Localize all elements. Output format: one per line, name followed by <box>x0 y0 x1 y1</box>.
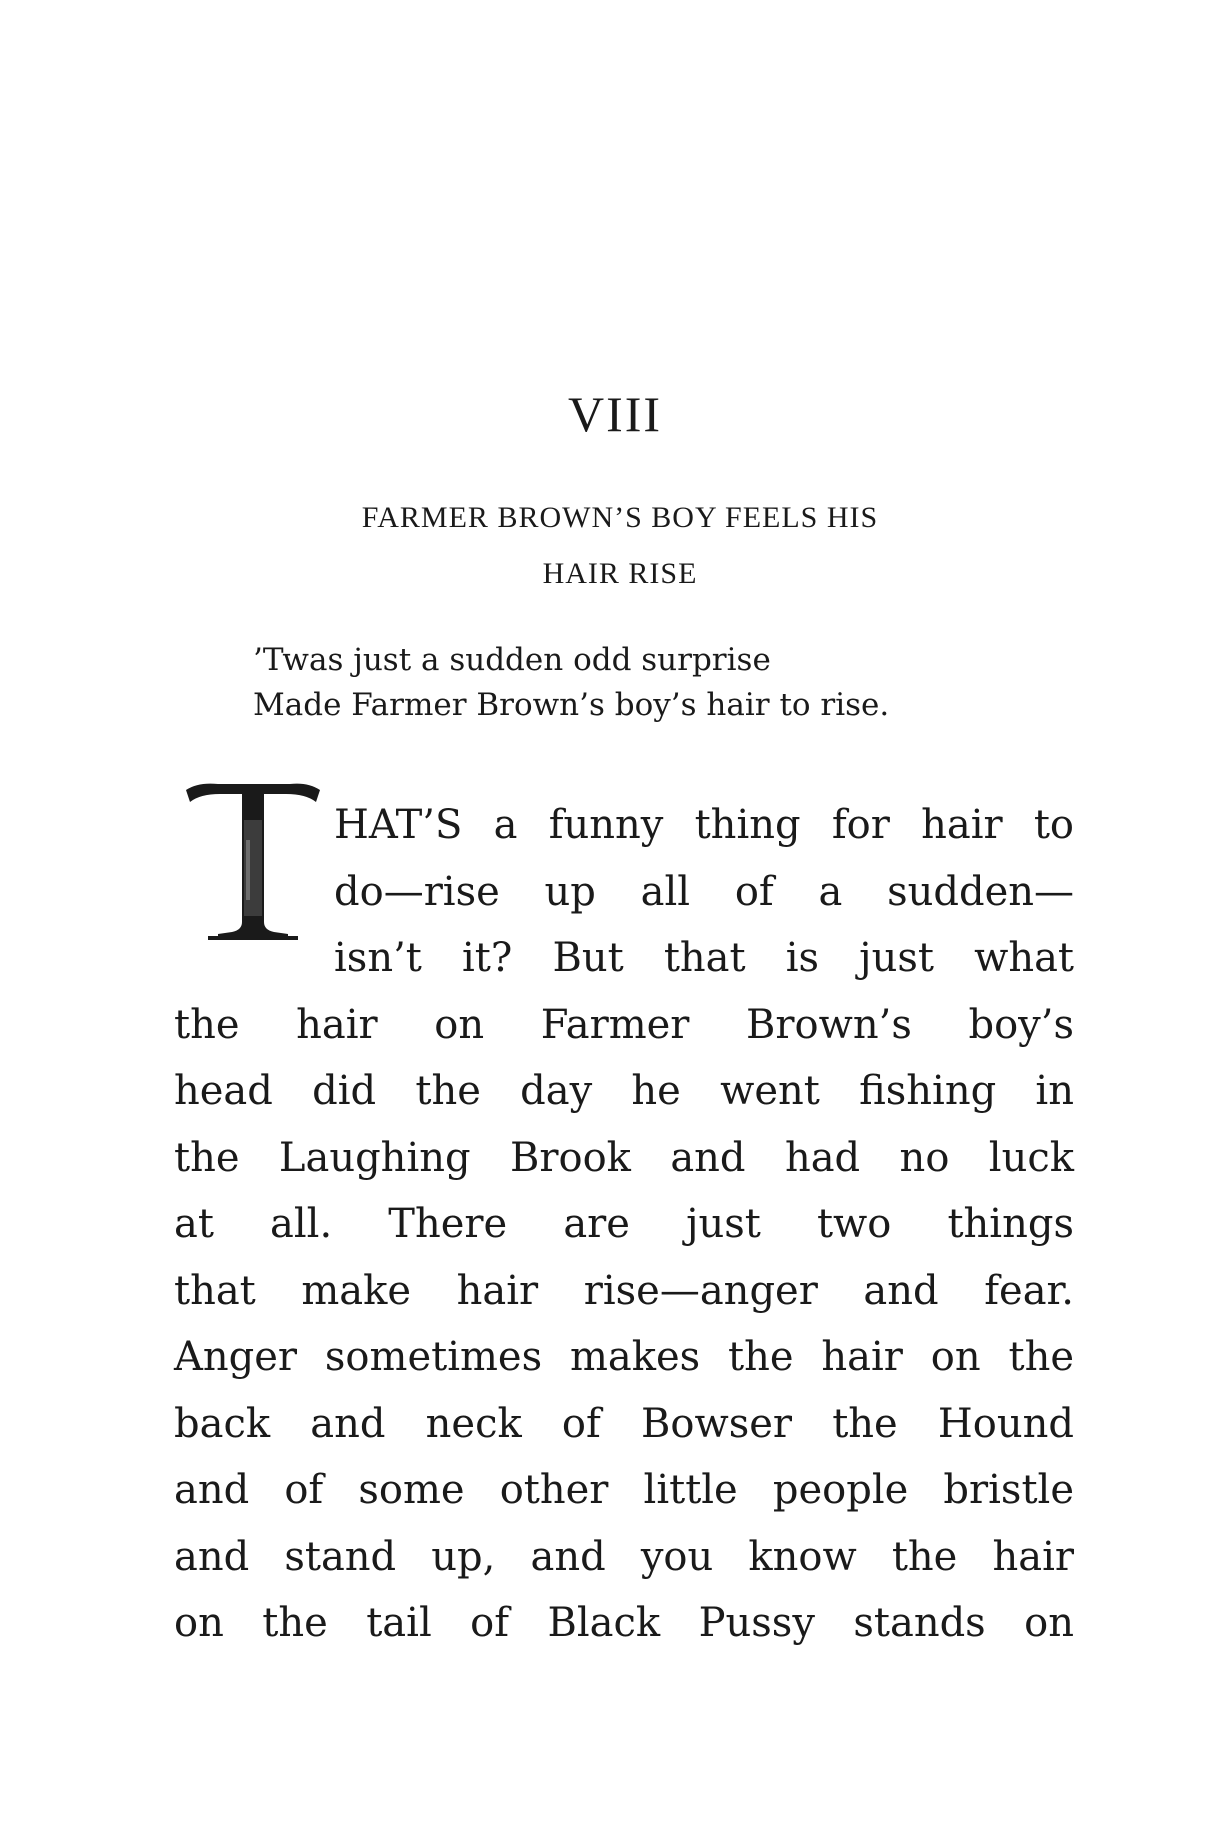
body-line: and of some other little people bristle <box>174 1467 1074 1513</box>
body-line: isn’t it? But that is just what <box>334 935 1074 981</box>
body-line: the hair on Farmer Brown’s boy’s <box>174 1001 1074 1048</box>
body-text <box>174 792 1074 1657</box>
body-line: and stand up, and you know the hair <box>174 1533 1074 1580</box>
body-line: at all. There are just two things <box>174 1201 1074 1247</box>
body-line: the Laughing Brook and had no luck <box>174 1134 1074 1181</box>
body-line: back and neck of Bowser the Hound <box>174 1400 1074 1447</box>
body-line: do—rise up all of a sudden— <box>334 868 1074 915</box>
chapter-title-line: HAIR RISE <box>542 557 698 590</box>
chapter-number: VIII <box>567 386 663 442</box>
body-line: Anger sometimes makes the hair on the <box>174 1334 1074 1380</box>
chapter-title <box>240 490 1000 602</box>
body-line: that make hair rise—anger and fear. <box>174 1267 1074 1314</box>
epigraph-line: ’Twas just a sudden odd surprise <box>253 642 771 678</box>
body-line: HAT’S a funny thing for hair to <box>334 802 1074 848</box>
epigraph-line: Made Farmer Brown’s boy’s hair to rise. <box>253 687 890 723</box>
body-line: head did the day he went fishing in <box>174 1068 1074 1114</box>
chapter-title-line: FARMER BROWN’S BOY FEELS HIS <box>361 501 879 534</box>
body-line: on the tail of Black Pussy stands on <box>174 1600 1074 1646</box>
epigraph <box>253 638 1053 728</box>
